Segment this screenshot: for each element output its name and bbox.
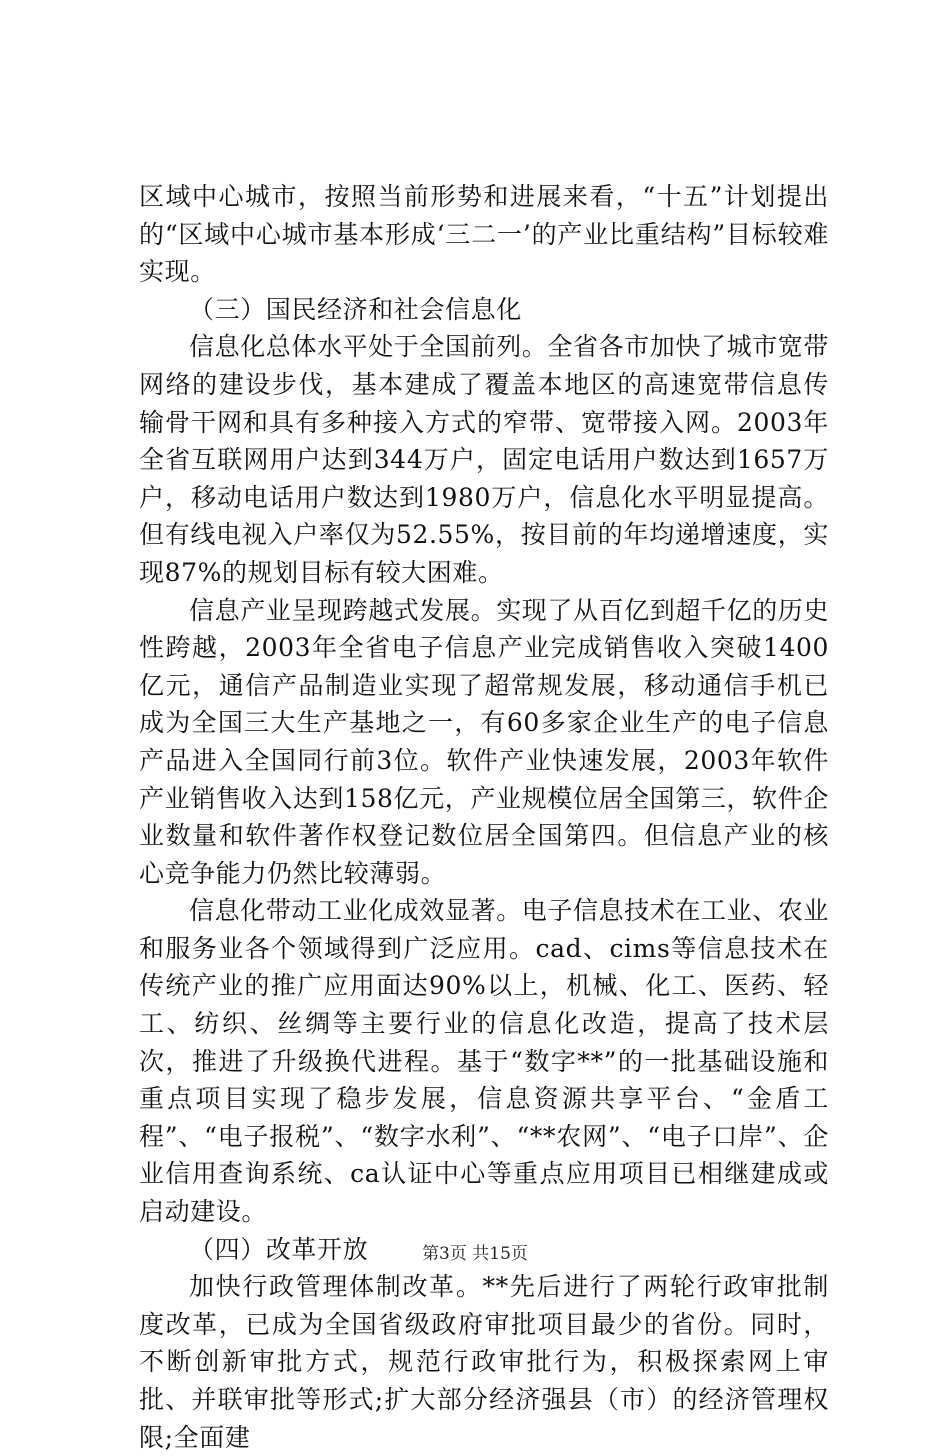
paragraph-continuation: 区域中心城市，按照当前形势和进展来看，“十五”计划提出的“区域中心城市基本形成‘三二一’的产业比重结构”目标较难实现。 bbox=[139, 182, 829, 287]
paragraph-administrative-reform: 加快行政管理体制改革。**先后进行了两轮行政审批制度改革，已成为全国省级政府审批项目最少的省份。同时，不断创新审批方式，规范行政审批行为，积极探索网上审批、并联审批等形式;扩大部分经济强县（市）的经济管理权限;全面建 bbox=[139, 1272, 829, 1452]
section-heading-informatization: （三）国民经济和社会信息化 bbox=[189, 294, 522, 324]
paragraph-information-industry: 信息产业呈现跨越式发展。实现了从百亿到超千亿的历史性跨越，2003年全省电子信息产业完成销售收入突破1400亿元，通信产品制造业实现了超常规发展，移动通信手机已成为全国三大生产基地之一，有60多家企业生产的电子信息产品进入全国同行前3位。软件产业快速发展，2003年软件产业销售收入达到158亿元，产业规模位居全国第三，软件企业数量和软件著作权登记数位居全国第四。但信息产业的核心竞争能力仍然比较薄弱。 bbox=[139, 595, 830, 888]
page-footer bbox=[0, 1243, 950, 1265]
page-number-label: 第3页 共15页 bbox=[422, 1244, 528, 1264]
paragraph-informatization-level: 信息化总体水平处于全国前列。全省各市加快了城市宽带网络的建设步伐，基本建成了覆盖本地区的高速宽带信息传输骨干网和具有多种接入方式的窄带、宽带接入网。2003年全省互联网用户达到344万户，固定电话用户数达到1657万户，移动电话用户数达到1980万户，信息化水平明显提高。但有线电视入户率仅为52.55%，按目前的年均递增速度，实现87%的规划目标有较大困难。 bbox=[139, 332, 830, 587]
section-heading-reform: （四）改革开放 bbox=[189, 1234, 369, 1264]
paragraph-industrialization: 信息化带动工业化成效显著。电子信息技术在工业、农业和服务业各个领域得到广泛应用。cad、cims等信息技术在传统产业的推广应用面达90%以上，机械、化工、医药、轻工、纺织、丝绸等主要行业的信息化改造，提高了技术层次，推进了升级换代进程。基于“数字**”的一批基础设施和重点项目实现了稳步发展，信息资源共享平台、“金盾工程”、“电子报税”、“数字水利”、“**农网”、“电子口岸”、企业信用查询系统、ca认证中心等重点应用项目已相继建成或启动建设。 bbox=[139, 896, 830, 1227]
